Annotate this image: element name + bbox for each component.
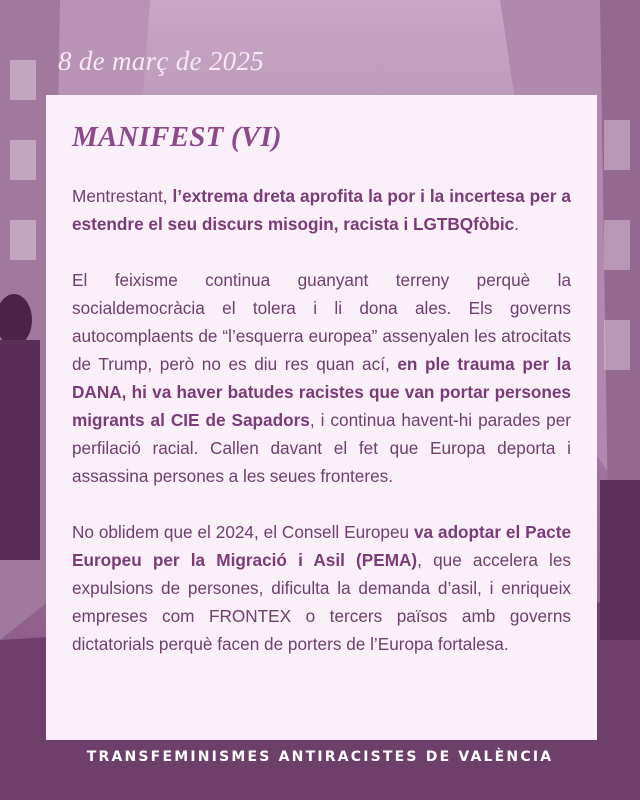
collective-signature: TRANSFEMINISMES ANTIRACISTES DE VALÈNCIA [86, 749, 554, 765]
paragraph-highlight: l’extrema dreta aprofita la por i la incertesa per a estendre el seu discurs misogin, racista i LGTBQfòbic [72, 186, 571, 234]
paragraph-highlight: en ple trauma per la DANA, hi va haver batudes racistes que van portar persones migrants al CIE de Sapadors [72, 354, 571, 430]
date-label: 8 de març de 2025 [58, 46, 265, 76]
paragraph-text: No oblidem que el 2024, el Consell Europeu [72, 522, 414, 542]
paragraph-text: , que accelera les expulsions de persones, dificulta la demanda d’asil, i enriqueix empreses com FRONTEX o tercers països amb governs dictatorials perquè facen de porters de l’Europa fortalesa. [72, 550, 572, 654]
paragraph-text: Mentrestant, [72, 186, 173, 206]
paragraph-2 [72, 266, 571, 490]
paragraph-3 [72, 518, 571, 658]
page-title: MANIFEST (VI) [72, 121, 282, 153]
paragraph-text: El feixisme continua guanyant terreny perquè la socialdemocràcia el tolera i li dona ales. Els governs autocomplaents de “l’esquerra europea” assenyalen les atrocitats de Trump, però no es diu res quan ací, [72, 270, 571, 374]
paragraph-1 [72, 182, 571, 238]
paragraph-highlight: va adoptar el Pacte Europeu per la Migració i Asil (PEMA) [72, 522, 572, 570]
paragraph-text: . [514, 214, 520, 234]
paragraph-text: , i continua havent-hi parades per perfilació racial. Callen davant el fet que Europa deporta i assassina persones a les seues fronteres. [72, 410, 571, 486]
manifest-card [46, 95, 597, 740]
